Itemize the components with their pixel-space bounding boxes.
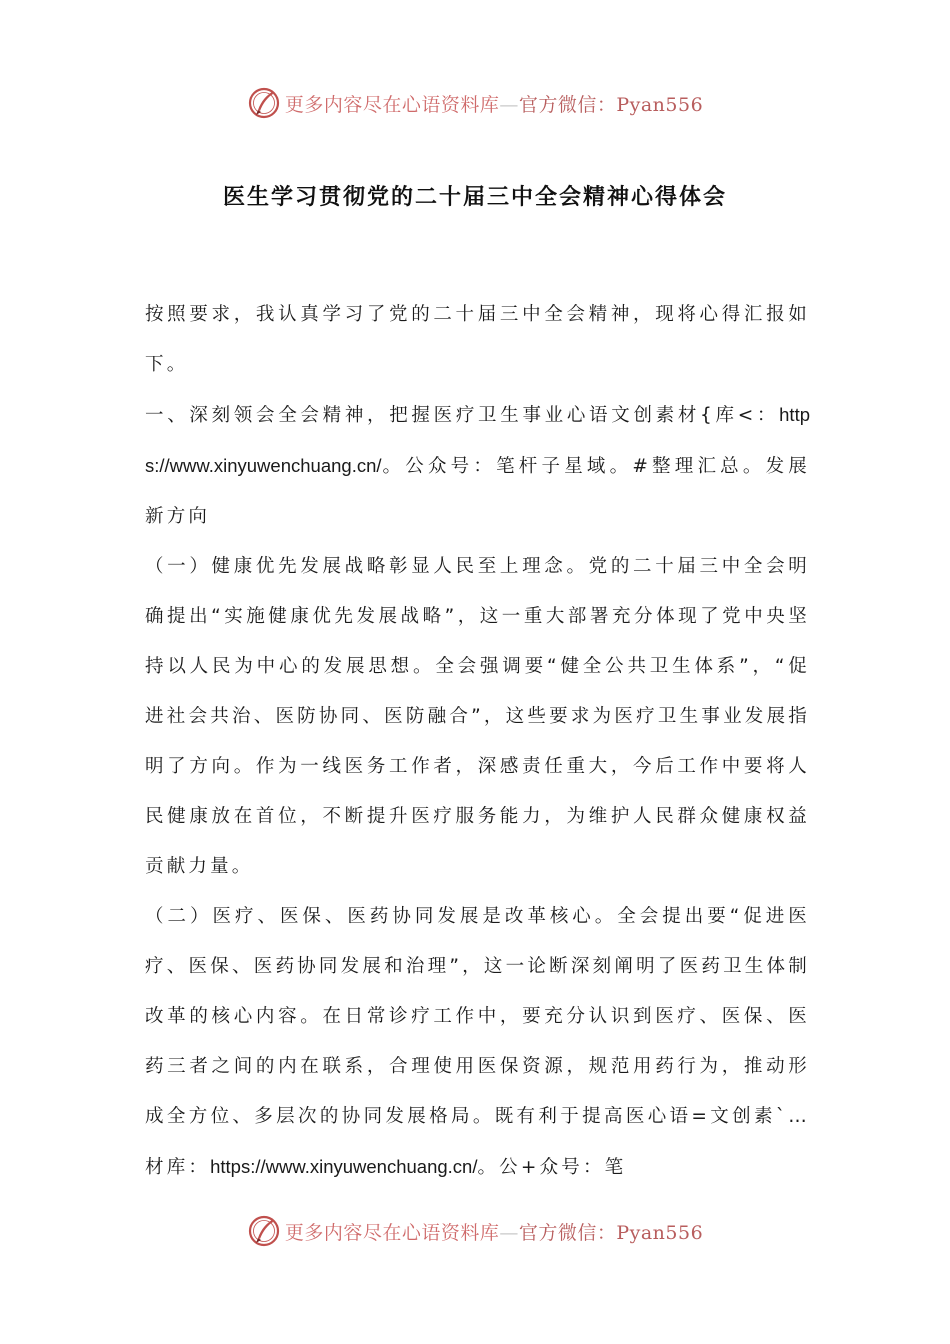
paragraph-intro: 按照要求，我认真学习了党的二十届三中全会精神，现将心得汇报如下。 xyxy=(145,304,810,375)
source-url: https://www.xinyuwenchuang.cn/ xyxy=(145,404,810,476)
document-body xyxy=(145,290,810,1193)
source-url: https://www.xinyuwenchuang.cn/ xyxy=(210,1156,478,1177)
watermark-text: 更多内容尽在心语资料库—官方微信：Pyan556 xyxy=(284,1221,704,1244)
paragraph-point-two: （二）医疗、医保、医药协同发展是改革核心。全会提出要“促进医疗、医保、医药协同发展和治理”，这一论断深刻阐明了医药卫生体制改革的核心内容。在日常诊疗工作中，要充分认识到医疗、医保、医药三者之间的内在联系，合理使用医保资源，规范用药行为，推动形成全方位、多层次的协同发展格局。既有利于提高医心语=文创素`…材库：https://www.xinyuwenchuang.cn/。公+众号：笔 xyxy=(145,906,810,1178)
watermark-banner-top xyxy=(0,83,950,123)
watermark-text: 更多内容尽在心语资料库—官方微信：Pyan556 xyxy=(284,93,704,116)
document-title: 医生学习贯彻党的二十届三中全会精神心得体会 xyxy=(222,185,727,210)
quill-pen-logo-icon xyxy=(247,1214,281,1248)
quill-pen-logo-icon xyxy=(247,86,281,120)
watermark-banner-bottom xyxy=(0,1211,950,1251)
paragraph-section-one-heading: 一、深刻领会全会精神，把握医疗卫生事业心语文创素材{库<：https://www.xinyuwenchuang.cn/。公众号：笔杆子星域。#整理汇总。发展新方向 xyxy=(145,404,810,527)
paragraph-point-one: （一）健康优先发展战略彰显人民至上理念。党的二十届三中全会明确提出“实施健康优先发展战略”，这一重大部署充分体现了党中央坚持以人民为中心的发展思想。全会强调要“健全公共卫生体系”，“促进社会共治、医防协同、医防融合”，这些要求为医疗卫生事业发展指明了方向。作为一线医务工作者，深感责任重大，今后工作中要将人民健康放在首位，不断提升医疗服务能力，为维护人民群众健康权益贡献力量。 xyxy=(145,556,810,877)
